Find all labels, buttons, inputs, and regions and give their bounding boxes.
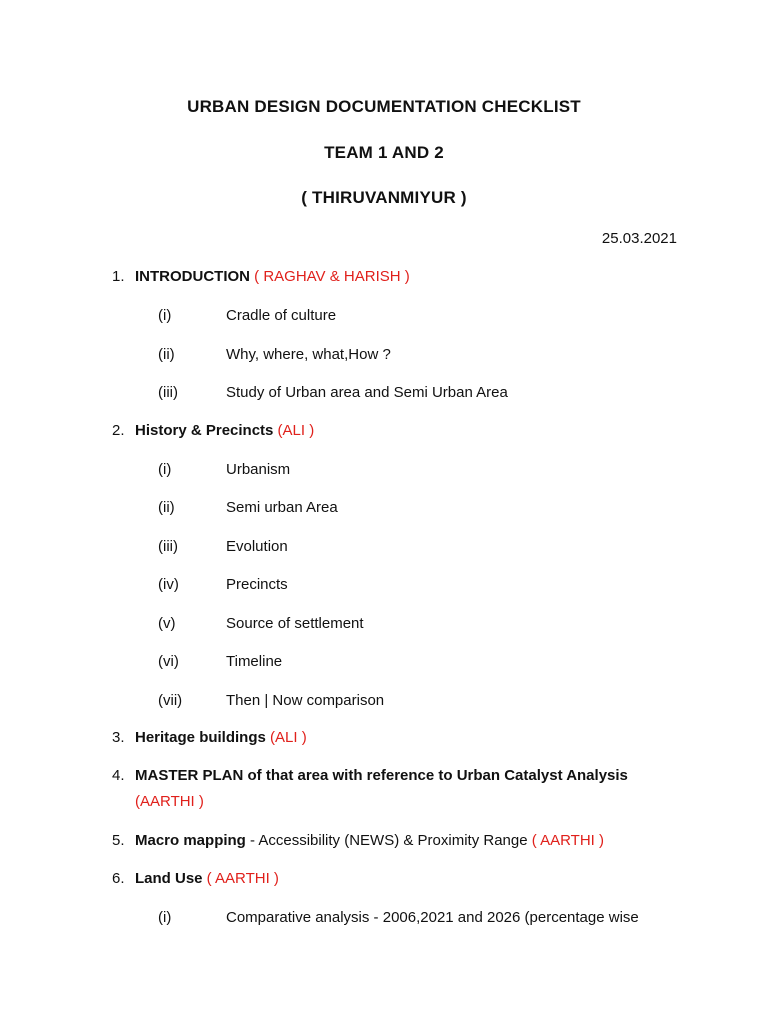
item-owner: (ALI ) <box>273 422 315 439</box>
item-owner: ( RAGHAV & HARISH ) <box>250 268 410 285</box>
team-heading: TEAM 1 AND 2 <box>324 143 444 162</box>
subitem-numeral: (i) <box>158 307 172 324</box>
subitem-text: Comparative analysis - 2006,2021 and 2026 (percentage wise <box>226 909 639 926</box>
item-owner: ( AARTHI ) <box>527 832 604 849</box>
item-text <box>135 866 665 892</box>
item-text <box>135 418 665 444</box>
item-title: MASTER PLAN of that area with reference to Urban Catalyst Analysis <box>135 767 628 784</box>
subitem-numeral: (i) <box>158 461 172 478</box>
item-number: 4. <box>112 767 125 784</box>
item-owner: ( AARTHI ) <box>202 870 279 887</box>
item-text <box>135 828 665 854</box>
item-title: Macro mapping <box>135 832 246 849</box>
subitem-text: Urbanism <box>226 461 291 478</box>
subitem-numeral: (vi) <box>158 653 179 670</box>
subitem-text: Study of Urban area and Semi Urban Area <box>226 384 508 401</box>
item-number: 6. <box>112 870 125 887</box>
item-owner: (ALI ) <box>265 729 307 746</box>
subitem-numeral: (vii) <box>158 692 183 709</box>
item-number: 1. <box>112 268 125 285</box>
subitem-numeral: (i) <box>158 909 172 926</box>
subitem-text: Cradle of culture <box>226 307 337 324</box>
item-title: History & Precincts <box>135 422 274 439</box>
item-description: - Accessibility (NEWS) & Proximity Range <box>245 832 528 849</box>
subitem-text: Evolution <box>226 538 288 555</box>
subitem-numeral: (iv) <box>158 576 179 593</box>
item-title: Heritage buildings <box>135 729 266 746</box>
subitem-numeral: (iii) <box>158 538 178 555</box>
item-title: INTRODUCTION <box>135 268 250 285</box>
subitem-text: Source of settlement <box>226 615 364 632</box>
subitem-text: Why, where, what,How ? <box>226 346 391 363</box>
item-title: Land Use <box>135 870 203 887</box>
item-number: 2. <box>112 422 125 439</box>
subitem-text: Timeline <box>226 653 283 670</box>
location-heading: ( THIRUVANMIYUR ) <box>301 188 467 207</box>
document-date: 25.03.2021 <box>601 230 677 247</box>
document-title: URBAN DESIGN DOCUMENTATION CHECKLIST <box>187 97 581 116</box>
subitem-numeral: (ii) <box>158 346 175 363</box>
subitem-text: Semi urban Area <box>226 499 338 516</box>
subitem-numeral: (ii) <box>158 499 175 516</box>
item-owner: (AARTHI ) <box>135 793 204 810</box>
subitem-numeral: (iii) <box>158 384 178 401</box>
subitem-numeral: (v) <box>158 615 176 632</box>
item-text <box>135 763 665 815</box>
item-text <box>135 725 665 751</box>
item-text <box>135 264 665 290</box>
subitem-text: Precincts <box>226 576 288 593</box>
subitem-text: Then | Now comparison <box>226 692 385 709</box>
item-number: 5. <box>112 832 125 849</box>
item-number: 3. <box>112 729 125 746</box>
